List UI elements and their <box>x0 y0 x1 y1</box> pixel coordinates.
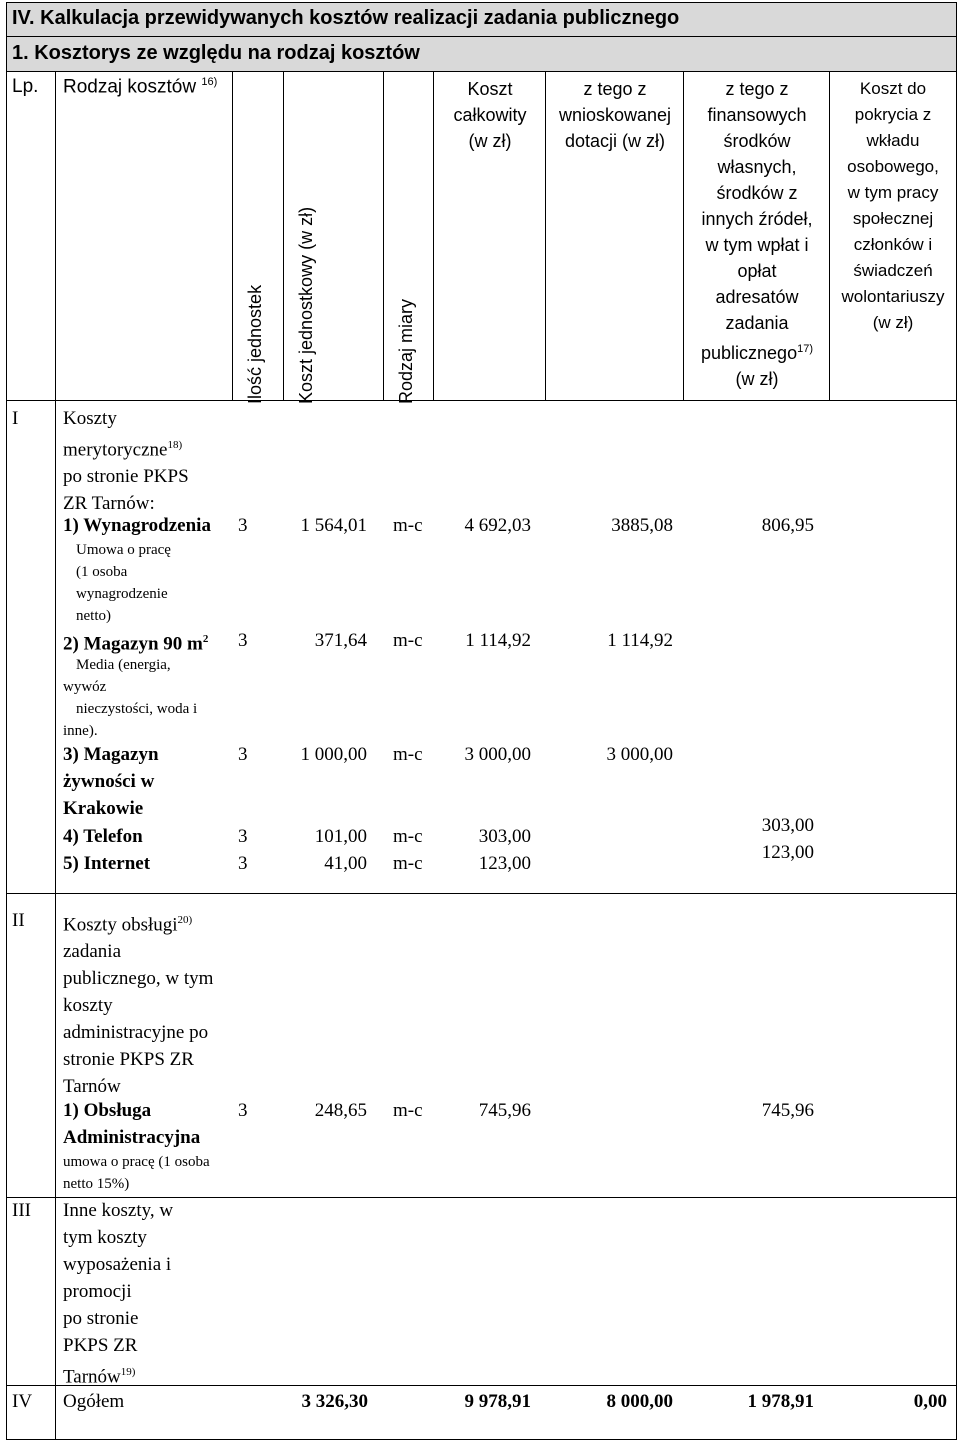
header-ilosc: Ilość jednostek <box>245 284 265 404</box>
section2-title: Koszty obsługi$^{20)}$ zadania publicznego, w tym koszty administracyjne po stronie PKPS ZR Tarnów <box>63 914 214 1098</box>
header-rodzaj: Rodzaj kosztów $^{16)}$ <box>63 76 218 98</box>
item2-note: Media (energia, wywóz nieczystości, woda i inne). <box>63 657 198 739</box>
item3-calkowity: 3 000,00 <box>464 744 531 765</box>
item-magazyn-zywnosci-label: 3) Magazyn żywności w Krakowie <box>63 744 159 819</box>
item-wynagrodzenia-label: 1) Wynagrodzenia <box>63 515 211 536</box>
item2-dotacja: 1 114,92 <box>607 630 673 651</box>
obsluga-wlasne: 745,96 <box>761 1100 814 1121</box>
section-title: IV. Kalkulacja przewidywanych kosztów realizacji zadania publicznego <box>12 7 680 29</box>
section1-title: Koszty merytoryczne$^{18)}$ po stronie PKPS ZR Tarnów: <box>63 408 189 515</box>
item2-calkowity: 1 114,92 <box>465 630 531 651</box>
header-wklad-osobowy: Koszt do pokrycia z wkładu osobowego, w tym pracy społecznej członków i świadczeń wolontariuszy (w zł) <box>841 79 945 332</box>
col-rodzaj-line <box>232 71 233 401</box>
obsluga-calkowity: 745,96 <box>478 1100 531 1121</box>
total-dotacja: 8 000,00 <box>606 1391 673 1412</box>
header-koszt-calkowity: Koszt całkowity (w zł) <box>453 79 527 151</box>
item-internet-label: 5) Internet <box>63 853 151 874</box>
item2-koszt: 371,64 <box>314 630 367 651</box>
header-bottom-line <box>6 400 957 401</box>
header-rodzaj-miary: Rodzaj miary <box>396 298 416 404</box>
obsluga-ilosc: 3 <box>238 1100 248 1121</box>
col-lp-line <box>55 71 56 1440</box>
item4-miara: m-c <box>393 826 423 847</box>
item3-ilosc: 3 <box>238 744 248 765</box>
item1-wlasne: 806,95 <box>761 515 814 536</box>
total-label: Ogółem <box>63 1391 125 1412</box>
total-calkowity: 9 978,91 <box>464 1391 531 1412</box>
item5-koszt: 41,00 <box>324 853 367 874</box>
border-left <box>6 2 7 1440</box>
item1-calkowity: 4 692,03 <box>464 515 531 536</box>
section3-title: Inne koszty, w tym koszty wyposażenia i promocji po stronie PKPS ZR Tarnów$^{19)}$ <box>63 1200 174 1388</box>
item4-wlasne: 303,00 <box>761 815 814 836</box>
item1-miara: m-c <box>393 515 423 536</box>
header-koszt-jednostkowy: Koszt jednostkowy (w zł) <box>296 206 316 404</box>
section1-bottom-line <box>6 893 957 894</box>
item1-koszt: 1 564,01 <box>300 515 367 536</box>
item1-ilosc: 3 <box>238 515 248 536</box>
section4-lp: IV <box>12 1391 33 1412</box>
item-magazyn-label: 2) Magazyn 90 $m^2$ <box>63 633 209 655</box>
section2-lp: II <box>12 910 25 931</box>
border-top <box>6 2 957 3</box>
item1-note: Umowa o pracę (1 osoba wynagrodzenie netto) <box>76 542 171 624</box>
item3-dotacja: 3 000,00 <box>606 744 673 765</box>
header-dotacja: z tego z wnioskowanej dotacji (w zł) <box>558 79 672 151</box>
col-ilosc-line <box>283 71 284 401</box>
obsluga-koszt: 248,65 <box>314 1100 367 1121</box>
total-koszt: 3 326,30 <box>301 1391 368 1412</box>
total-wlasne: 1 978,91 <box>747 1391 814 1412</box>
col-koszt-line <box>383 71 384 401</box>
total-osobowy: 0,00 <box>913 1391 947 1412</box>
item-obsluga-label: 1) Obsługa Administracyjna <box>63 1100 201 1148</box>
item5-miara: m-c <box>393 853 423 874</box>
item-telefon-label: 4) Telefon <box>63 826 143 847</box>
item5-calkowity: 123,00 <box>478 853 531 874</box>
item5-wlasne: 123,00 <box>761 842 814 863</box>
subsection-title: 1. Kosztorys ze względu na rodzaj kosztów <box>12 42 420 64</box>
item4-koszt: 101,00 <box>314 826 367 847</box>
item3-koszt: 1 000,00 <box>300 744 367 765</box>
section3-lp: III <box>12 1200 31 1221</box>
obsluga-miara: m-c <box>393 1100 423 1121</box>
header-lp: Lp. <box>12 76 39 97</box>
item2-ilosc: 3 <box>238 630 248 651</box>
item5-ilosc: 3 <box>238 853 248 874</box>
border-right <box>956 2 957 1440</box>
border-title <box>6 36 957 37</box>
item4-ilosc: 3 <box>238 826 248 847</box>
border-header-top <box>6 71 957 72</box>
obsluga-note: umowa o pracę (1 osoba netto 15%) <box>63 1154 210 1192</box>
border-bottom <box>6 1439 957 1440</box>
item4-calkowity: 303,00 <box>478 826 531 847</box>
header-srodki-wlasne: z tego z finansowych środków własnych, środków z innych źródeł, w tym wpłat i opłat adresatów zadania publicznego$^{17)}$ (w zł) <box>701 79 813 389</box>
section1-lp: I <box>12 408 19 429</box>
item2-miara: m-c <box>393 630 423 651</box>
item3-miara: m-c <box>393 744 423 765</box>
item1-dotacja: 3885,08 <box>611 515 673 536</box>
